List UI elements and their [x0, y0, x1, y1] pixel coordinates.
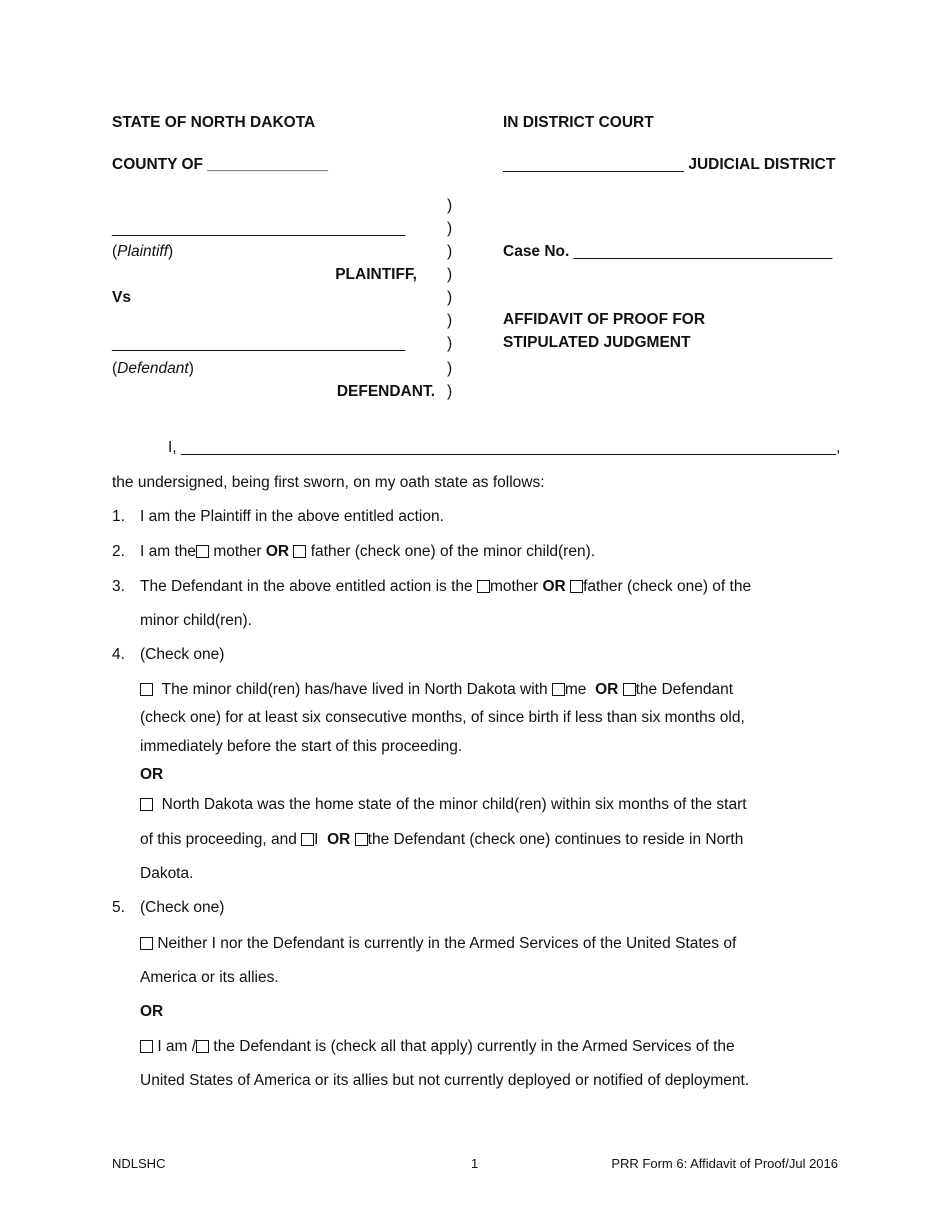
district-blank: _____________________	[503, 156, 685, 173]
district-line	[503, 156, 835, 174]
or-label: OR	[542, 578, 566, 595]
or-label: OR	[595, 681, 619, 698]
item-4a-line2: (check one) for at least six consecutive months, of since birth if less than six months old,	[140, 709, 745, 726]
item-number-2: 2.	[112, 543, 125, 560]
footer-page-number: 1	[471, 1156, 479, 1171]
affiant-name-line	[168, 439, 840, 457]
caption-paren: )	[447, 266, 453, 283]
item-3-continuation: minor child(ren).	[140, 612, 252, 629]
checkbox-i-am-in-service[interactable]	[140, 1040, 153, 1053]
defendant-label	[112, 360, 194, 378]
me-option: me	[564, 681, 587, 698]
item-4b-line3: Dakota.	[140, 865, 194, 882]
item-4b-text: North Dakota was the home state of the minor child(ren) within six months of the start	[161, 796, 747, 813]
item-5a-line2: America or its allies.	[140, 969, 279, 986]
checkbox-defendant-father[interactable]	[570, 580, 583, 593]
case-number-line	[503, 243, 832, 261]
or-label: OR	[265, 543, 290, 560]
checkbox-defendant-mother[interactable]	[477, 580, 490, 593]
sworn-statement: the undersigned, being first sworn, on my oath state as follows:	[112, 474, 545, 491]
mother-option: mother	[213, 543, 262, 560]
court-heading: IN DISTRICT COURT	[503, 114, 654, 131]
footer-org: NDLSHC	[112, 1156, 166, 1171]
father-option: father (check one) of the minor child(ren).	[310, 543, 596, 560]
item-5b-text: the Defendant is (check all that apply) currently in the Armed Services of the	[213, 1038, 735, 1055]
county-line	[112, 156, 328, 174]
checkbox-lived-in-nd[interactable]	[140, 683, 153, 696]
item-3-lead: The Defendant in the above entitled action is the	[140, 578, 473, 595]
case-number-blank: ______________________________	[573, 243, 833, 260]
i-option: I	[314, 831, 319, 848]
defendant-name-blank: __________________________________	[112, 335, 406, 352]
item-4b-line2	[140, 831, 743, 849]
item-5b-line2: United States of America or its allies but not currently deployed or notified of deployment.	[140, 1072, 750, 1089]
plaintiff-role: PLAINTIFF,	[335, 266, 417, 283]
caption-paren: )	[447, 360, 453, 377]
case-number-label: Case No.	[503, 243, 570, 260]
defendant-option: the Defendant	[635, 681, 734, 698]
defendant-option: the Defendant (check one) continues to reside in North	[367, 831, 744, 848]
item-3-text	[140, 578, 751, 596]
checkbox-i-reside[interactable]	[301, 833, 314, 846]
vs-label: Vs	[112, 289, 131, 306]
close-paren: )	[168, 243, 174, 260]
item-2-lead: I am the	[140, 543, 196, 560]
caption-paren: )	[447, 289, 453, 306]
affiant-prefix: I,	[168, 439, 177, 456]
county-label: COUNTY OF ______________	[112, 156, 328, 173]
caption-paren: )	[447, 312, 453, 329]
open-paren: (	[112, 243, 118, 260]
or-label: OR	[327, 831, 351, 848]
item-number-3: 3.	[112, 578, 125, 595]
checkbox-plaintiff-father[interactable]	[293, 545, 306, 558]
caption-paren: )	[447, 383, 453, 400]
plaintiff-italic: Plaintiff	[117, 243, 169, 260]
item-4a-line3: immediately before the start of this proceeding.	[140, 738, 463, 755]
item-4a-text: The minor child(ren) has/have lived in North Dakota with	[161, 681, 548, 698]
plaintiff-label	[112, 243, 173, 261]
item-4b-text: of this proceeding, and	[140, 831, 297, 848]
document-title-line1: AFFIDAVIT OF PROOF FOR	[503, 311, 706, 328]
item-2-text	[140, 543, 595, 561]
footer-form-id: PRR Form 6: Affidavit of Proof/Jul 2016	[611, 1156, 838, 1171]
item-5b-line1	[140, 1038, 735, 1056]
defendant-role: DEFENDANT.	[336, 383, 435, 400]
checkbox-home-state[interactable]	[140, 798, 153, 811]
item-number-4: 4.	[112, 646, 125, 663]
open-paren: (	[112, 360, 118, 377]
item-5a-text: Neither I nor the Defendant is currently in the Armed Services of the United States of	[157, 935, 737, 952]
document-title-line2: STIPULATED JUDGMENT	[503, 334, 691, 351]
defendant-italic: Defendant	[117, 360, 189, 377]
checkbox-with-me[interactable]	[552, 683, 565, 696]
item-5a-line1	[140, 935, 736, 953]
checkbox-defendant-in-service[interactable]	[196, 1040, 209, 1053]
district-label: JUDICIAL DISTRICT	[688, 156, 836, 173]
item-number-1: 1.	[112, 508, 125, 525]
checkbox-defendant-resides[interactable]	[355, 833, 368, 846]
caption-paren: )	[447, 243, 453, 260]
father-option: father (check one) of the	[583, 578, 752, 595]
caption-paren: )	[447, 220, 453, 237]
checkbox-with-defendant[interactable]	[623, 683, 636, 696]
item-4a-line1	[140, 681, 733, 699]
item-1-text: I am the Plaintiff in the above entitled action.	[140, 508, 444, 525]
caption-paren: )	[447, 335, 453, 352]
i-am-option: I am /	[157, 1038, 197, 1055]
checkbox-not-in-service[interactable]	[140, 937, 153, 950]
checkbox-plaintiff-mother[interactable]	[196, 545, 209, 558]
item-4-instruction: (Check one)	[140, 646, 225, 663]
or-separator: OR	[140, 766, 164, 783]
affiant-name-blank: ____________________________________________________________________________,	[180, 439, 841, 456]
caption-paren: )	[447, 197, 453, 214]
state-heading: STATE OF NORTH DAKOTA	[112, 114, 316, 131]
item-5-instruction: (Check one)	[140, 899, 225, 916]
plaintiff-name-blank: __________________________________	[112, 220, 406, 237]
or-separator: OR	[140, 1003, 164, 1020]
mother-option: mother	[489, 578, 539, 595]
close-paren: )	[188, 360, 194, 377]
item-number-5: 5.	[112, 899, 125, 916]
item-4b-line1	[140, 796, 747, 814]
